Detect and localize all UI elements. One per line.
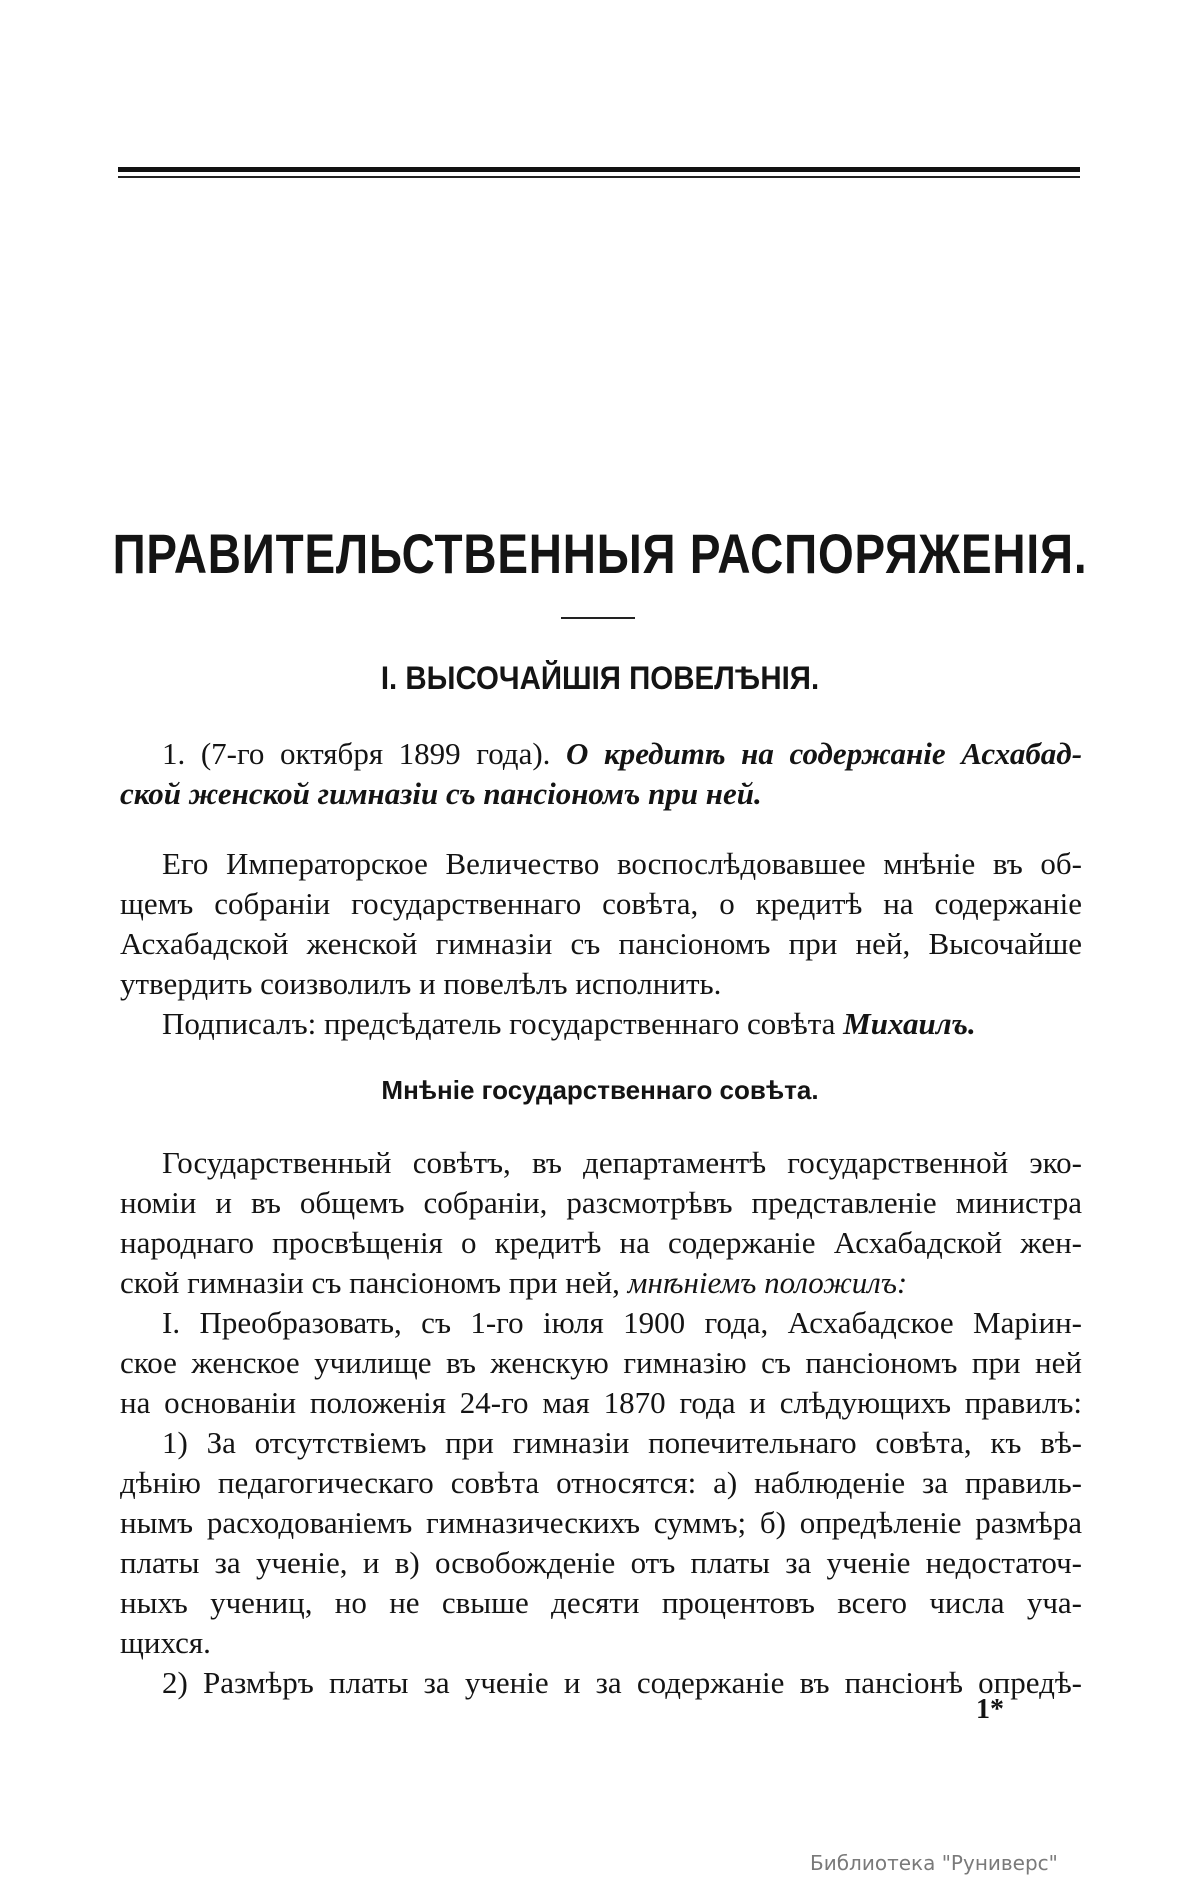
para-2-line-3: народнаго просвѣщенія о кредитѣ на содержаніе Асхабадской жен- — [120, 1225, 1082, 1260]
para-4-line-4: платы за ученіе, и в) освобожденіе отъ платы за ученіе недостаточ- — [120, 1545, 1082, 1580]
item-1-line-2: ской женской гимназіи съ пансіономъ при ней. — [120, 776, 762, 811]
section-title: I. ВЫСОЧАЙШІЯ ПОВЕЛѢНІЯ. — [380, 660, 820, 696]
para-3-line-2: ское женское училище въ женскую гимназію съ пансіономъ при ней — [120, 1345, 1082, 1380]
council-opinion-heading: Мнѣніе государственнаго совѣта. — [381, 1075, 819, 1105]
para-1-line-3: Асхабадской женской гимназіи съ пансіономъ при ней, Высочайше — [120, 926, 1082, 961]
top-rule-thick — [118, 167, 1080, 172]
top-rule-thin — [118, 176, 1080, 178]
item-1-line-1: 1. (7-го октября 1899 года). О кредитѣ на содержаніе Асхабад- — [162, 736, 1083, 771]
paragraph-3 — [120, 1303, 1082, 1423]
para-4-line-5: ныхъ учениц, но не свыше десяти процентовъ всего числа уча- — [120, 1585, 1082, 1620]
paragraph-5 — [120, 1663, 1082, 1703]
page-title: ПРАВИТЕЛЬСТВЕННЫЯ РАСПОРЯЖЕНІЯ. — [112, 522, 1088, 585]
para-4-line-6: щихся. — [120, 1625, 211, 1660]
title-divider — [561, 617, 635, 619]
para-1-line-5: Подписалъ: предсѣдатель государственнаго совѣта Михаилъ. — [162, 1006, 976, 1041]
para-2-line-1: Государственный совѣтъ, въ департаментѣ государственной эко- — [162, 1145, 1082, 1180]
para-3-line-1: I. Преобразовать, съ 1-го іюля 1900 года, Асхабадское Маріин- — [162, 1305, 1082, 1340]
para-1-line-4: утвердить соизволилъ и повелѣлъ исполнить. — [120, 966, 722, 1001]
para-4-line-2: дѣнію педагогическаго совѣта относятся: а) наблюденіе за правиль- — [120, 1465, 1082, 1500]
paragraph-1 — [120, 844, 1082, 1044]
para-3-line-3: на основаніи положенія 24-го мая 1870 года и слѣдующихъ правилъ: — [120, 1385, 1082, 1420]
para-1-line-1: Его Императорское Величество воспослѣдовавшее мнѣніе въ об- — [162, 846, 1082, 881]
para-2-line-4: ской гимназіи съ пансіономъ при ней, мнѣніемъ положилъ: — [120, 1265, 908, 1300]
para-4-line-3: нымъ расходованіемъ гимназическихъ суммъ; б) опредѣленіе размѣра — [120, 1505, 1082, 1540]
para-4-line-1: 1) За отсутствіемъ при гимназіи попечительнаго совѣта, къ вѣ- — [162, 1425, 1082, 1460]
para-1-line-2: щемъ собраніи государственнаго совѣта, о кредитѣ на содержаніе — [120, 886, 1082, 921]
signature-mark: 1* — [976, 1694, 1004, 1725]
paragraph-4 — [120, 1423, 1082, 1663]
library-watermark: Библиотека "Руниверс" — [810, 1851, 1058, 1875]
item-1-heading — [120, 734, 1082, 814]
paragraph-2 — [120, 1143, 1082, 1303]
para-2-line-2: номіи и въ общемъ собраніи, разсмотрѣвъ представленіе министра — [120, 1185, 1082, 1220]
para-5-line-1: 2) Размѣръ платы за ученіе и за содержаніе въ пансіонѣ опредѣ- — [162, 1665, 1082, 1700]
